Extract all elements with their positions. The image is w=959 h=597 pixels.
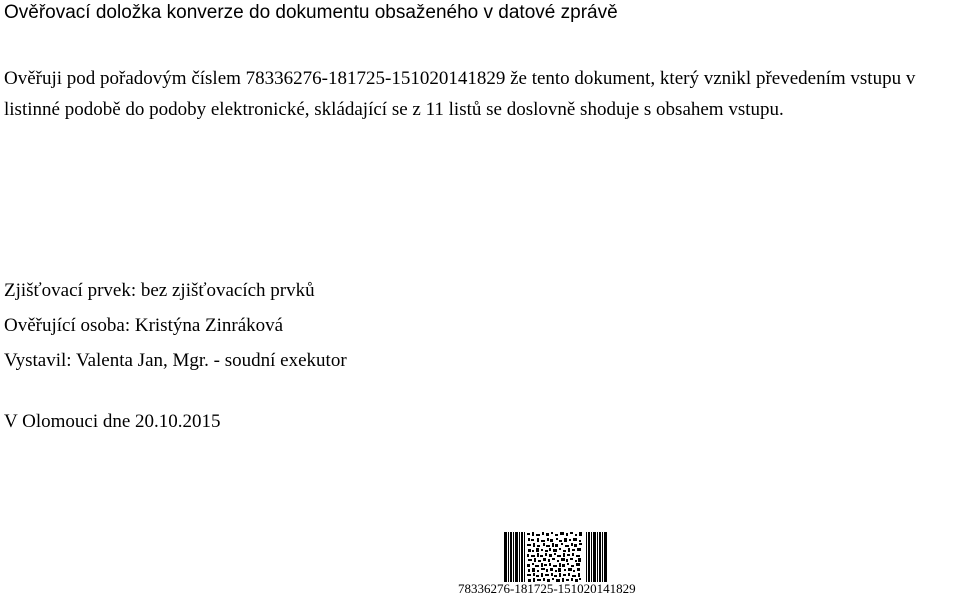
verification-paragraph: Ověřuji pod pořadovým číslem 78336276-181725-151020141829 že tento dokument, který vznikl převedením vstupu v listinné podobě do podoby elektronické, skládající se z 11 listů se doslovně shoduje s obsahem vstupu. [4, 68, 916, 120]
verifying-person-line: Ověřující osoba: Kristýna Zinráková [4, 315, 284, 336]
document-title: Ověřovací doložka konverze do dokumentu obsaženého v datové zprávě [4, 2, 618, 23]
place-date-line: V Olomouci dne 20.10.2015 [4, 411, 221, 432]
issued-by-line: Vystavil: Valenta Jan, Mgr. - soudní exekutor [4, 350, 347, 371]
barcode-number: 78336276-181725-151020141829 [458, 581, 636, 596]
security-element-line: Zjišťovací prvek: bez zjišťovacích prvků [4, 280, 315, 301]
barcode-image [504, 532, 608, 582]
